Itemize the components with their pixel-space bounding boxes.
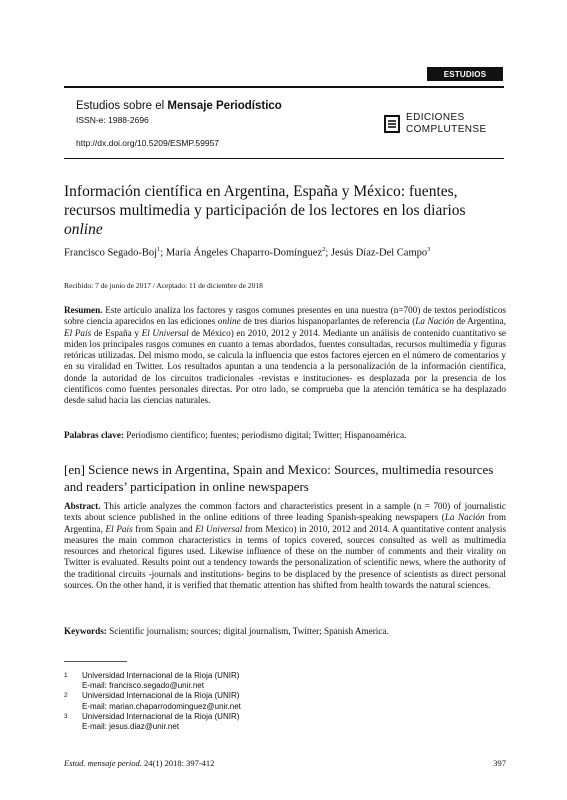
abstract-text: from Mexico) in 2010, 2012 and 2014. A quantitative content analysis measures the main common characteristics in terms of topics covered, sources consulted as well as multimedia resources and rhetorical figures used. Likewise influence of these on the number of comments and their virality on Twitter is evaluated. Results point out a tendency towards the personalization of scientific news, where the authority of the traditional circuits -journals and institutions- begins to be displaced by the presence of scientists as direct personal sources. On the other hand, it is verified that thematic attention has shifted from health towards the natural sciences. [64,523,507,591]
abstract-italic: La Nación [415,316,454,327]
abstract-text: de tres diarios hispanoparlantes de referencia ( [240,316,416,327]
keywords-spanish [64,430,506,441]
author-separator: ; [325,247,331,259]
footer-journal-abbr: Estud. mensaje period. [64,758,142,768]
article-title-main: Información científica en Argentina, España y México: fuentes, recursos multimedia y participación de los lectores en los diarios [64,183,466,219]
footnote-body [82,691,494,711]
footer-citation [64,758,214,768]
abstract-italic: El País [64,327,92,338]
keywords-label: Palabras clave: [64,430,124,440]
footer-issue: 24(1) 2018: 397-412 [141,758,215,768]
footnote-divider [64,661,127,662]
abstract-italic: El País [105,523,133,534]
keywords-english [64,626,506,637]
author-name: Jesús Díaz-Del Campo [330,247,428,259]
author-name: María Ángeles Chaparro-Domínguez [165,247,323,259]
footnote-ref[interactable]: 2 [322,246,326,253]
english-title: [en] Science news in Argentina, Spain and Mexico: Sources, multimedia resources and readers’ participation in online newspapers [64,462,494,494]
journal-title-prefix: Estudios sobre el [76,100,168,112]
abstract-italic: La Nación [444,512,485,523]
footnote-email[interactable]: E-mail: francisco.segado@unir.net [82,681,204,691]
abstract-text: from Spain and [132,523,196,534]
journal-header [64,86,504,159]
abstract-italic: online [217,316,241,327]
footnote-email[interactable]: E-mail: jesus.diaz@unir.net [82,722,180,732]
publisher-name-line1: EDICIONES [406,112,465,123]
page-number: 397 [493,758,506,768]
publisher-name-line2: COMPLUTENSE [406,124,487,135]
footnote-number: 1 [64,672,68,679]
abstract-english [64,501,506,591]
publisher-name [406,112,487,136]
footnote-body [82,671,494,691]
author-name: Francisco Segado-Boj [64,247,158,259]
section-tag: ESTUDIOS [427,67,503,81]
footnote-number: 2 [64,692,68,700]
journal-title-bold: Mensaje Periodístico [167,100,282,112]
abstract-label: Resumen. [64,305,103,315]
article-title-italic: online [64,221,103,238]
journal-title [76,100,282,112]
footnote-number: 3 [64,712,68,720]
abstract-text: de México) en 2010, 2012 y 2014. Mediante un análisis de contenido cuantitativo se miden los principales rasgos comunes en cuanto a temas abordados, fuentes consultadas, recursos multimedia y figuras retóricas utilizadas. Del mismo modo, se calcula la influencia que estos factores ejercen en el número de comentarios y en su viralidad en Twitter. Los resultados apuntan a una tendencia a la personalización de la información científica, donde la autoridad de los circuitos tradicionales -revistas e instituciones- es desplazada por la presencia de los científicos como fuentes personales directas. Por otro lado, se comprueba que la atención temática se ha desplazado desde salud hacia las ciencias naturales. [64,327,507,406]
author-list [64,246,506,259]
footnote-affiliation: Universidad Internacional de la Rioja (UNIR) [82,691,240,701]
footnote-affiliation: Universidad Internacional de la Rioja (UNIR) [82,711,240,721]
keywords-text: Scientific journalism; sources; digital journalism, Twitter; Spanish America. [106,626,389,636]
footnote-body [82,712,494,732]
footnote-ref[interactable]: 1 [157,246,161,253]
footnote-email[interactable]: E-mail: marian.chaparrodominguez@unir.net [82,701,241,711]
received-dates: Recibido: 7 de junio de 2017 / Aceptado: 11 de diciembre de 2018 [64,281,263,290]
footnote-item [64,671,494,691]
abstract-italic: El Universal [195,523,243,534]
abstract-spanish [64,305,506,407]
keywords-text: Periodismo científico; fuentes; periodismo digital; Twitter; Hispanoamérica. [123,430,407,440]
footnote-item [64,712,494,732]
publisher-logo-icon [384,115,400,133]
page-footer [64,758,506,768]
footnote-item [64,691,494,711]
abstract-text: Este artículo analiza los factores y rasgos comunes presentes en una nuestra (n=700) de textos periodísticos sobre ciencia aparecidos en las ediciones [64,305,506,327]
footnote-affiliation: Universidad Internacional de la Rioja (UNIR) [82,671,240,680]
article-title [64,182,506,239]
abstract-text: from Argentina, [64,512,507,534]
keywords-label: Keywords: [64,626,107,636]
author-separator: ; [160,247,166,259]
doi-link[interactable]: http://dx.doi.org/10.5209/ESMP.59957 [76,138,220,148]
footnotes [64,671,494,732]
journal-issn: ISSN-e: 1988-2696 [76,115,149,125]
abstract-text: de Argentina, [453,316,506,327]
abstract-italic: El Universal [141,327,189,338]
footnote-ref[interactable]: 3 [427,246,431,253]
abstract-label: Abstract. [64,501,101,511]
abstract-text: This article analyzes the common factors and characteristics present in a sample (n = 700) of journalistic texts about science published in the online editions of three leading Spanish-speaking newspapers ( [64,501,506,523]
publisher-logo [384,110,504,140]
abstract-text: de España y [91,327,142,338]
